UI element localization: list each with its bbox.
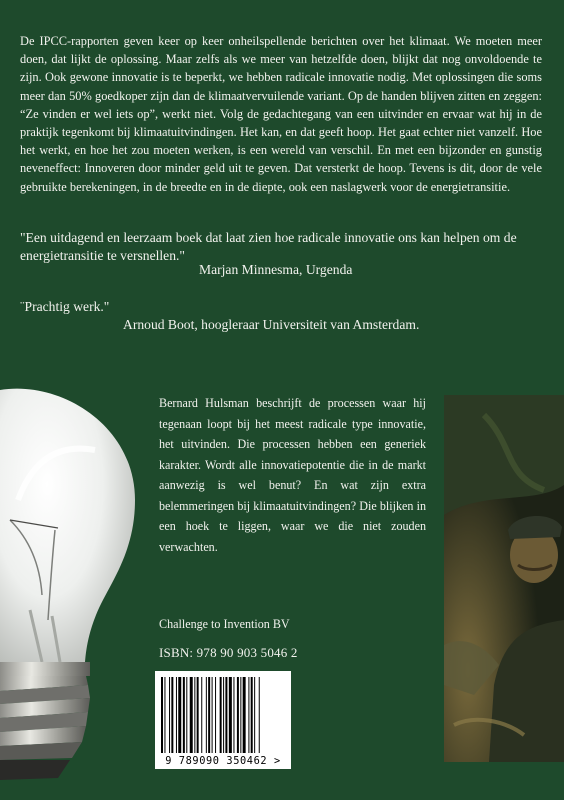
publisher-name: Challenge to Invention BV [159,617,290,631]
painting-image [444,395,564,762]
barcode-number: 9 789090 350462 > [165,755,281,767]
light-bulb-image [0,380,145,800]
isbn-barcode [155,671,291,769]
isbn-text: ISBN: 978 90 903 5046 2 [159,645,298,660]
review-quote-1: "Een uitdagend en leerzaam boek dat laat zien hoe radicale innovatie ons kan helpen om de energietransitie te versnellen." [20,230,517,263]
review-author-2: Arnoud Boot, hoogleraar Universiteit van Amsterdam. [123,317,420,332]
author-description: Bernard Hulsman beschrijft de processen waar hij tegenaan loopt bij het meest radicale type innovatie, het uitvinden. Die processen hebben een generiek karakter. Wordt alle innovatiepotentie die in de markt aanwezig is wel benut? En wat zijn extra belemmeringen bij klimaatuitvindingen? Die blijken in een hoek te liggen, waar we die niet zouden verwachten. [159,396,426,554]
barcode-bars [155,671,291,755]
back-cover-blurb: De IPCC-rapporten geven keer op keer onheilspellende berichten over het klimaat. We moeten meer doen, dat lijkt de oplossing. Maar zelfs als we meer van hetzelfde doen, blijkt dat nog onvoldoende te zijn. Ook gewone innovatie is te beperkt, we hebben radicale innovatie nodig. Met oplossingen die soms meer dan 50% goedkoper zijn dan de klimaatvervuilende variant. Op de handen blijven zitten en zeggen: “Ze vinden er wel iets op”, werkt niet. Volg de gedachtegang van een uitvinder en ervaar wat hij in de praktijk tegenkomt bij klimaatuitvindingen. Het kan, en dat geeft hoop. Het gaat echter niet vanzelf. Hoe het werkt, en hoe het zou moeten werken, is een wereld van verschil. En met een bijzonder en gunstig neveneffect: Innoveren door minder geld uit te geven. Dat versterkt de hoop. Tevens is dit, door de vele gebruikte berekeningen, in de breedte en in de diepte, ook een naslagwerk voor de energietransitie. [20,34,542,194]
review-author-1: Marjan Minnesma, Urgenda [199,262,353,277]
review-quote-2: ¨Prachtig werk." [20,299,110,314]
